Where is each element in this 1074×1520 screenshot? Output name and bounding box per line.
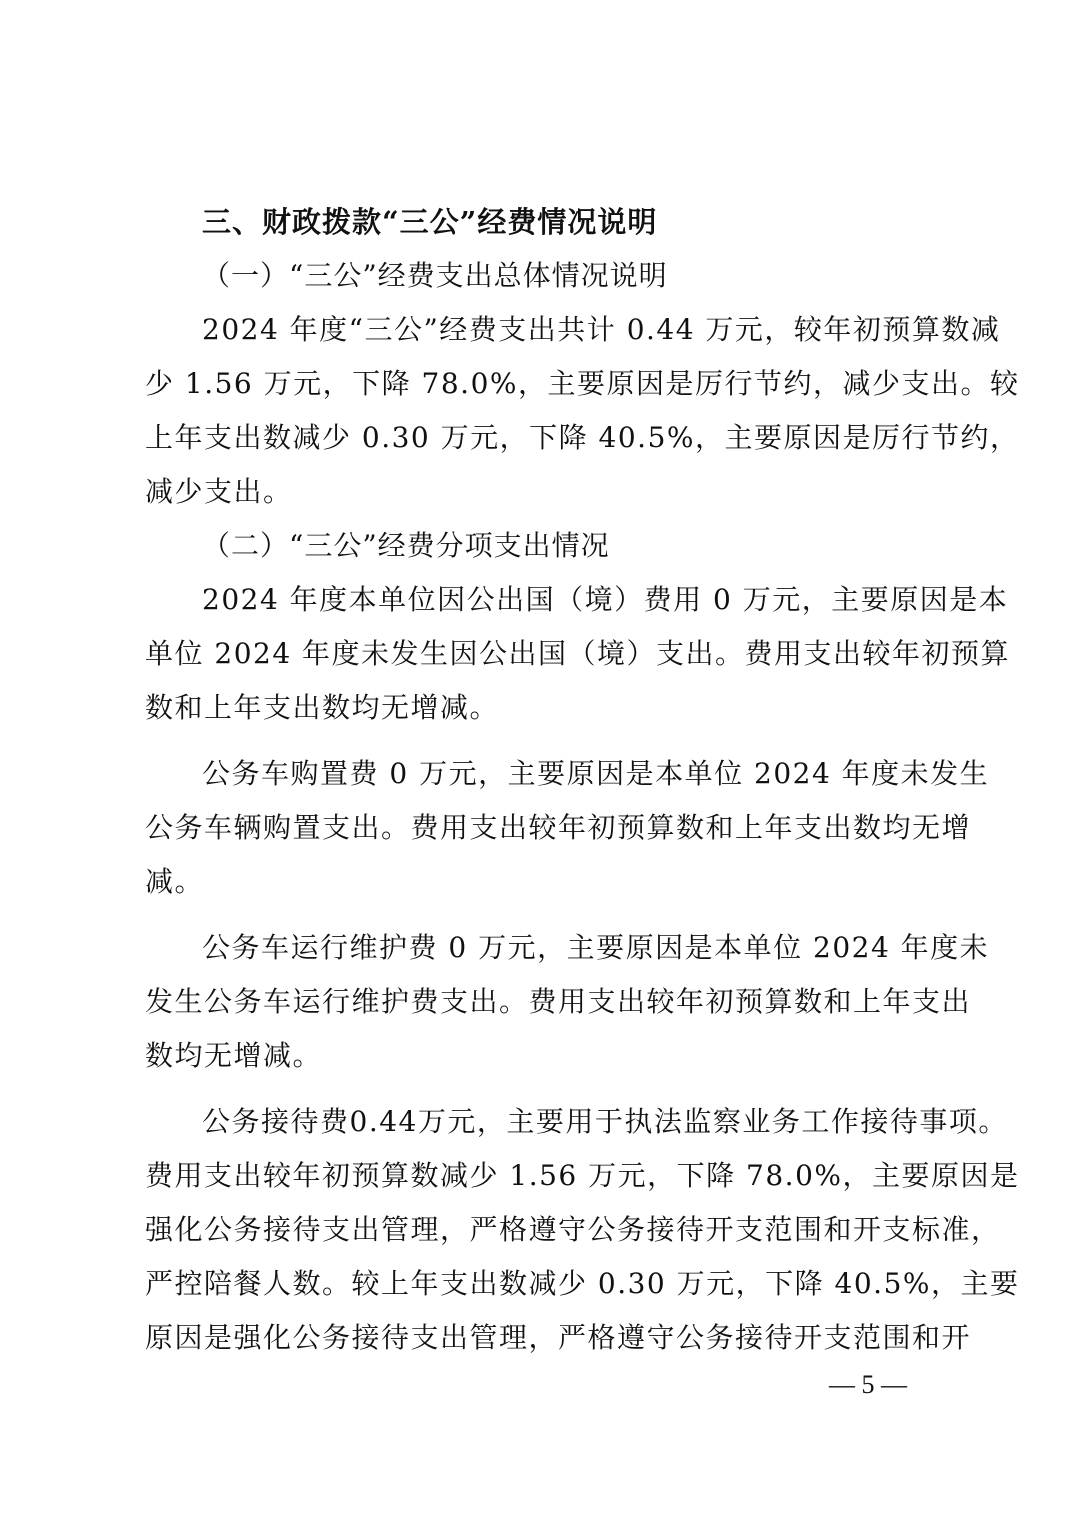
paragraph-overseas-travel	[145, 573, 1011, 735]
paragraph-line: 减。	[145, 865, 205, 898]
paragraph-gap	[145, 1083, 945, 1095]
paragraph-line: 费用支出较年初预算数减少 1.56 万元，下降 78.0%，主要原因是	[145, 1159, 1020, 1192]
paragraph-vehicle-purchase	[145, 747, 990, 909]
paragraph-line: 公务车运行维护费 0 万元，主要原因是本单位 2024 年度未	[202, 931, 990, 964]
paragraph-vehicle-maintenance	[145, 921, 990, 1083]
paragraph-line: 2024 年度“三公”经费支出共计 0.44 万元，较年初预算数减	[202, 313, 1001, 346]
paragraph-line: 严控陪餐人数。较上年支出数减少 0.30 万元，下降 40.5%，主要	[145, 1267, 1020, 1300]
paragraph-line: 公务接待费0.44万元，主要用于执法监察业务工作接待事项。	[202, 1105, 1008, 1138]
paragraph-line: 单位 2024 年度未发生因公出国（境）支出。费用支出较年初预算	[145, 637, 1011, 670]
paragraph-line: 公务车购置费 0 万元，主要原因是本单位 2024 年度未发生	[202, 757, 990, 790]
paragraph-line: 减少支出。	[145, 475, 293, 508]
section-heading: 三、财政拨款“三公”经费情况说明	[202, 205, 658, 239]
paragraph-line: 2024 年度本单位因公出国（境）费用 0 万元，主要原因是本	[202, 583, 1009, 616]
paragraph-official-reception	[145, 1095, 1020, 1365]
paragraph-gap	[145, 735, 945, 747]
paragraph-line: 数均无增减。	[145, 1039, 323, 1072]
paragraph-line: 原因是强化公务接待支出管理，严格遵守公务接待开支范围和开	[145, 1321, 972, 1354]
page-number: — 5 —	[829, 1370, 907, 1399]
subsection-heading-overall: （一）“三公”经费支出总体情况说明	[202, 259, 668, 292]
paragraph-line: 公务车辆购置支出。费用支出较年初预算数和上年支出数均无增	[145, 811, 972, 844]
paragraph-gap	[145, 909, 945, 921]
paragraph-line: 强化公务接待支出管理，严格遵守公务接待开支范围和开支标准，	[145, 1213, 1001, 1246]
paragraph-line: 数和上年支出数均无增减。	[145, 691, 500, 724]
paragraph-line: 上年支出数减少 0.30 万元，下降 40.5%，主要原因是厉行节约，	[145, 421, 1020, 454]
paragraph-line: 发生公务车运行维护费支出。费用支出较年初预算数和上年支出	[145, 985, 972, 1018]
paragraph-overall-summary	[145, 303, 1020, 519]
subsection-heading-itemized: （二）“三公”经费分项支出情况	[202, 529, 610, 562]
paragraph-line: 少 1.56 万元，下降 78.0%，主要原因是厉行节约，减少支出。较	[145, 367, 1020, 400]
document-body	[145, 195, 1020, 1365]
